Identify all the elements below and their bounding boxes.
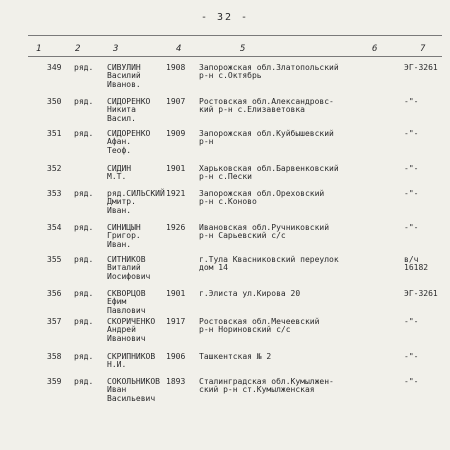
cell-rank: ряд. — [74, 129, 94, 138]
cell-address: г.Тула Квасниковский переулок дом 14 — [199, 255, 339, 273]
cell-year: 1893 — [166, 377, 186, 386]
cell-ref: ЭГ-3261 — [404, 289, 438, 298]
cell-ref: -"- — [404, 129, 419, 138]
cell-rank: ряд. — [74, 255, 94, 264]
cell-year: 1901 — [166, 289, 186, 298]
cell-name: СИДОРЕНКО Афан. Теоф. — [107, 129, 151, 155]
cell-rank: ряд. — [74, 352, 94, 361]
cell-num: 354 — [47, 223, 62, 232]
cell-name: СКВОРЦОВ Ефим Павлович — [107, 289, 146, 315]
cell-ref: -"- — [404, 317, 419, 326]
cell-year: 1906 — [166, 352, 186, 361]
cell-year: 1908 — [166, 63, 186, 72]
cell-num: 356 — [47, 289, 62, 298]
cell-address: г.Элиста ул.Кирова 20 — [199, 289, 301, 298]
cell-address: Запорожская обл.Ореховский р-н с.Коново — [199, 189, 325, 207]
cell-address: Запорожская обл.Куйбышевский р-н — [199, 129, 334, 147]
cell-name: СОКОЛЬНИКОВ Иван Васильевич — [107, 377, 160, 403]
cell-year: 1901 — [166, 164, 186, 173]
cell-ref: в/ч 16182 — [404, 255, 429, 273]
cell-ref: ЭГ-3261 — [404, 63, 438, 72]
cell-address: Ростовская обл.Мечеевский р-н Нориновский с/с — [199, 317, 320, 335]
header-bottom-rule — [28, 56, 442, 57]
cell-name: СКОРИЧЕНКО Андрей Иванович — [107, 317, 156, 343]
cell-year: 1917 — [166, 317, 186, 326]
cell-address: Харьковская обл.Барвенковский р-н с.Пески — [199, 164, 339, 182]
cell-rank: ряд. — [74, 377, 94, 386]
cell-rank: ряд. — [74, 317, 94, 326]
cell-ref: -"- — [404, 164, 419, 173]
column-header-6: 6 — [372, 44, 378, 54]
page-number: - 32 - — [200, 12, 250, 23]
cell-num: 349 — [47, 63, 62, 72]
column-header-3: 3 — [113, 44, 119, 54]
cell-num: 358 — [47, 352, 62, 361]
cell-name: ряд.СИЛЬСКИЙ Дмитр. Иван. — [107, 189, 165, 215]
column-header-5: 5 — [240, 44, 246, 54]
cell-address: Ташкентская № 2 — [199, 352, 272, 361]
cell-ref: -"- — [404, 223, 419, 232]
cell-year: 1921 — [166, 189, 186, 198]
cell-name: СКРИПНИКОВ Н.И. — [107, 352, 156, 370]
cell-num: 351 — [47, 129, 62, 138]
cell-name: СИДОРЕНКО Никита Васил. — [107, 97, 151, 123]
header-top-rule — [28, 35, 442, 36]
cell-address: Ростовская обл.Александровс- кий р-н с.Елизаветовка — [199, 97, 334, 115]
cell-ref: -"- — [404, 97, 419, 106]
cell-ref: -"- — [404, 352, 419, 361]
cell-num: 352 — [47, 164, 62, 173]
cell-year: 1926 — [166, 223, 186, 232]
cell-num: 357 — [47, 317, 62, 326]
cell-rank: ряд. — [74, 97, 94, 106]
cell-num: 350 — [47, 97, 62, 106]
cell-rank: ряд. — [74, 189, 94, 198]
cell-year: 1907 — [166, 97, 186, 106]
cell-year: 1909 — [166, 129, 186, 138]
cell-num: 355 — [47, 255, 62, 264]
cell-name: СИТНИКОВ Виталий Иосифович — [107, 255, 151, 281]
cell-num: 353 — [47, 189, 62, 198]
cell-name: СИНИЦЫН Григор. Иван. — [107, 223, 141, 249]
cell-ref: -"- — [404, 377, 419, 386]
cell-address: Запорожская обл.Златопольский р-н с.Октябрь — [199, 63, 339, 81]
cell-address: Ивановская обл.Ручниковский р-н Сарьевский с/с — [199, 223, 330, 241]
column-header-2: 2 — [75, 44, 81, 54]
cell-rank: ряд. — [74, 63, 94, 72]
cell-rank: ряд. — [74, 289, 94, 298]
column-header-4: 4 — [176, 44, 182, 54]
column-header-7: 7 — [420, 44, 426, 54]
cell-num: 359 — [47, 377, 62, 386]
cell-name: СИДИН М.Т. — [107, 164, 132, 182]
column-header-1: 1 — [36, 44, 42, 54]
cell-address: Сталинградская обл.Кумылжен- ский р-н ст.Кумылженская — [199, 377, 334, 395]
cell-rank: ряд. — [74, 223, 94, 232]
cell-ref: -"- — [404, 189, 419, 198]
cell-name: СИВУЛИН Василий Иванов. — [107, 63, 141, 89]
